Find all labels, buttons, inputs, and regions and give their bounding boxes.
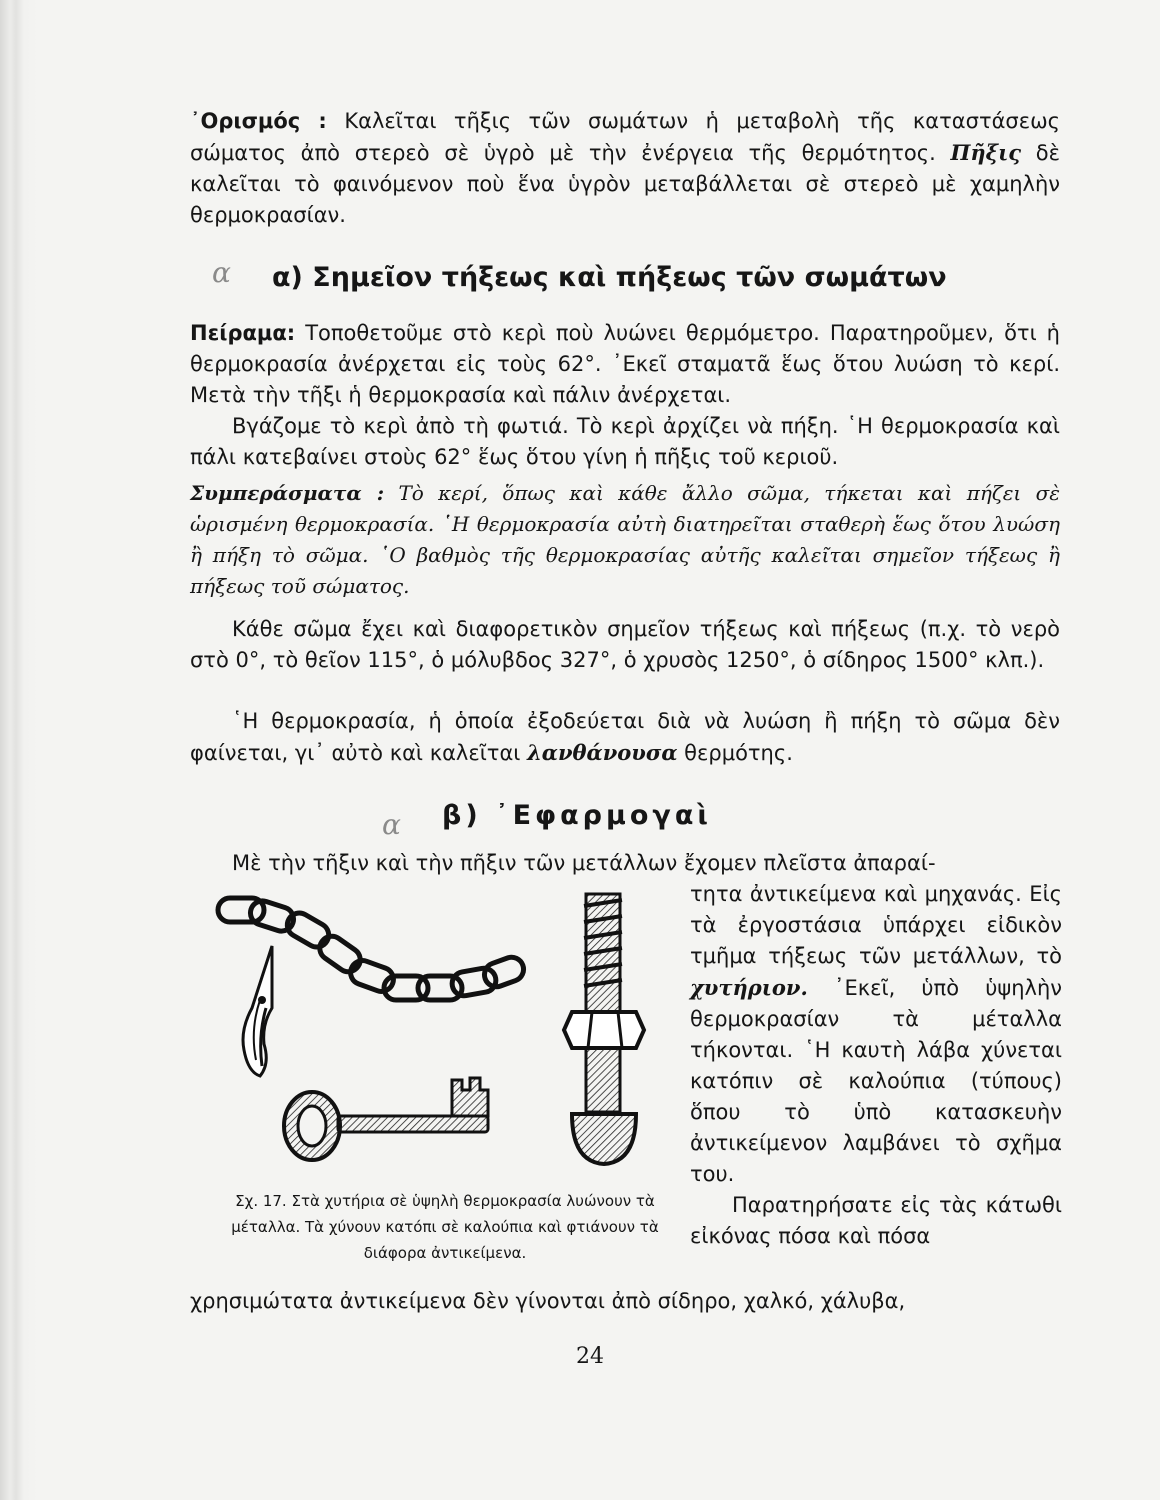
applications-observe-text: Παρατηρήσατε εἰς τὰς κάτωθι εἰκόνας πόσα καὶ πόσα — [690, 1193, 1062, 1248]
applications-side-text: τητα ἀντικείμενα καὶ μηχανάς. Εἰς τὰ ἐργοστάσια ὑπάρχει εἰδικὸν τμῆμα τήξεως τῶν μετάλλων, τὸ — [690, 882, 1062, 968]
latent-heat-text: ῾Η θερμοκρασία, ἡ ὁποία ἐξοδεύεται διὰ νὰ λυώση ἢ πήξη τὸ σῶμα δὲν φαίνεται, γι᾿ αὐτὸ καὶ καλεῖται — [190, 709, 1060, 765]
key-icon — [284, 1078, 488, 1160]
applications-final-line: χρησιμώτατα ἀντικείμενα δὲν γίνονται ἀπὸ σίδηρο, χαλκό, χάλυβα, — [190, 1289, 906, 1313]
definition-term-2: Πῆξις — [950, 140, 1022, 165]
melting-points-text: Κάθε σῶμα ἔχει καὶ διαφορετικὸν σημεῖον τήξεως καὶ πήξεως (π.χ. τὸ νερὸ στὸ 0°, τὸ θεῖον 115°, ὁ μόλυβδος 327°, ὁ χρυσὸς 1250°, ὁ σίδηρος 1500° κλπ.). — [190, 617, 1060, 672]
pen-nib-icon — [243, 946, 272, 1076]
section-b-heading: β) ᾿Εφαρμογαὶ — [442, 800, 712, 831]
definition-paragraph — [190, 106, 1060, 231]
page-edge — [0, 0, 40, 1500]
experiment-label: Πείραμα: — [190, 321, 296, 345]
conclusions-block — [190, 478, 1060, 602]
figure-caption: Σχ. 17. Στὰ χυτήρια σὲ ὑψηλὴ θερμοκρασία λυώνουν τὰ μέταλλα. Τὰ χύνουν κατόπι σὲ καλούπια καὶ φτιάνουν τὰ διάφορα ἀντικείμενα. — [231, 1192, 659, 1262]
latent-heat-paragraph — [190, 706, 1060, 769]
latent-heat-text-2: θερμότης. — [677, 741, 793, 765]
definition-text: Καλεῖται τῆξις τῶν σωμάτων ἡ μεταβολὴ τῆς καταστάσεως σώματος ἀπὸ στερεὸ σὲ ὑγρὸ μὲ τὴν ἐνέργεια τῆς θερμότητος. — [190, 109, 1060, 165]
applications-intro: Μὲ τὴν τῆξιν καὶ τὴν πῆξιν τῶν μετάλλων ἔχομεν πλεῖστα ἀπαραί- — [232, 851, 936, 875]
conclusions-text: Τὸ κερί, ὅπως καὶ κάθε ἄλλο σῶμα, τήκεται καὶ πήζει σὲ ὡρισμένη θερμοκρασία. ῾Η θερμοκρασία αὐτὴ διατηρεῖται σταθερὴ ἕως ὅτου λυώση ἢ πήξη τὸ σῶμα. ῾Ο βαθμὸς τῆς θερμοκρασίας αὐτῆς καλεῖται σημεῖον τήξεως ἢ πήξεως τοῦ σώματος. — [190, 481, 1060, 598]
definition-text-2: δὲ καλεῖται τὸ φαινόμενον ποὺ ἕνα ὑγρὸν μεταβάλλεται σὲ στερεὸ μὲ χαμηλὴν θερμοκρασίαν. — [190, 141, 1060, 227]
latent-heat-term: λανθάνουσα — [527, 740, 678, 765]
experiment-text-2: Βγάζομε τὸ κερὶ ἀπὸ τὴ φωτιά. Τὸ κερὶ ἀρχίζει νὰ πήξη. ῾Η θερμοκρασία καὶ πάλι κατεβαίνει στοὺς 62° ἕως ὅτου γίνη ἡ πῆξις τοῦ κεριοῦ. — [190, 414, 1060, 469]
figure-metal-objects — [200, 880, 680, 1170]
applications-side-column — [690, 879, 1062, 1252]
section-a-heading: α) Σημεῖον τήξεως καὶ πήξεως τῶν σωμάτων — [272, 262, 947, 293]
page-number: 24 — [576, 1344, 604, 1369]
conclusions-label: Συμπεράσματα : — [190, 481, 385, 505]
foundry-term: χυτήριον. — [690, 975, 808, 1000]
experiment-text: Τοποθετοῦμε στὸ κερὶ ποὺ λυώνει θερμόμετρο. Παρατηροῦμεν, ὅτι ἡ θερμοκρασία ἀνέρχεται εἰς τοὺς 62°. ᾿Εκεῖ σταματᾶ ἕως ὅτου λυώση τὸ κερί. Μετὰ τὴν τῆξι ἡ θερμοκρασία καὶ πάλιν ἀνέρχεται. — [190, 321, 1060, 407]
applications-side-text-2: ᾿Εκεῖ, ὑπὸ ὑψηλὴν θερμοκρασίαν τὰ μέταλλα τήκονται. ῾Η καυτὴ λάβα χύνεται κατόπιν σὲ καλούπια (τύπους) ὅπου τὸ ὑπὸ κατασκευὴν ἀντικείμενον λαμβάνει τὸ σχῆμα του. — [690, 976, 1062, 1186]
bolt-icon — [564, 894, 644, 1164]
melting-points-paragraph — [190, 614, 1060, 676]
experiment-block — [190, 318, 1060, 473]
pencil-mark-b: α — [382, 808, 401, 841]
definition-term: ᾿Ορισμός : — [190, 109, 327, 133]
pencil-mark-a: α — [212, 256, 231, 289]
